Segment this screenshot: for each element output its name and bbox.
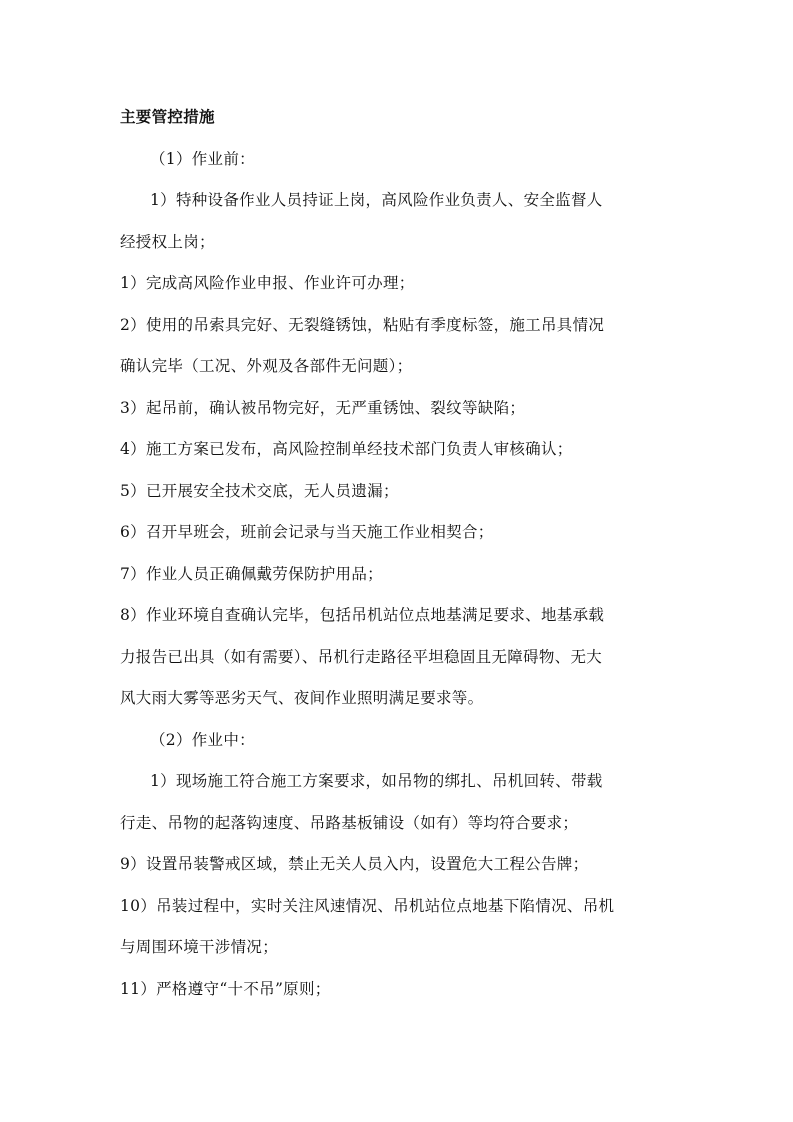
section-heading-during-work: （2）作业中： — [150, 731, 255, 749]
paragraph-line: 行走、吊物的起落钩速度、吊路基板铺设（如有）等均符合要求； — [120, 814, 579, 832]
paragraph-line: 8）作业环境自查确认完毕，包括吊机站位点地基满足要求、地基承载 — [120, 606, 605, 624]
section-heading-before-work: （1）作业前： — [150, 150, 255, 168]
paragraph-line: 6）召开早班会，班前会记录与当天施工作业相契合； — [120, 523, 494, 541]
document-title: 主要管控措施 — [120, 107, 215, 126]
paragraph-line: 11）严格遵守“十不吊”原则； — [120, 980, 331, 998]
paragraph-line: 1）特种设备作业人员持证上岗，高风险作业负责人、安全监督人 — [150, 191, 603, 209]
paragraph-line: 1）现场施工符合施工方案要求，如吊物的绑扎、吊机回转、带载 — [150, 772, 603, 790]
paragraph-line: 9）设置吊装警戒区域，禁止无关人员入内，设置危大工程公告牌； — [120, 855, 589, 873]
paragraph-line: 3）起吊前，确认被吊物完好，无严重锈蚀、裂纹等缺陷； — [120, 399, 526, 417]
paragraph-line: 力报告已出具（如有需要）、吊机行走路径平坦稳固且无障碍物、无大 — [120, 648, 603, 666]
paragraph-line: 2）使用的吊索具完好、无裂缝锈蚀，粘贴有季度标签，施工吊具情况 — [120, 316, 605, 334]
paragraph-line: 4）施工方案已发布，高风险控制单经技术部门负责人审核确认； — [120, 440, 573, 458]
paragraph-line: 确认完毕（工况、外观及各部件无问题）； — [120, 357, 413, 375]
paragraph-line: 10）吊装过程中，实时关注风速情况、吊机站位点地基下陷情况、吊机 — [120, 897, 615, 915]
paragraph-line: 风大雨大雾等恶劣天气、夜间作业照明满足要求等。 — [120, 689, 484, 707]
paragraph-line: 经授权上岗； — [120, 233, 215, 251]
paragraph-line: 与周围环境干涉情况； — [120, 938, 279, 956]
paragraph-line: 5）已开展安全技术交底，无人员遗漏； — [120, 482, 399, 500]
paragraph-line: 7）作业人员正确佩戴劳保防护用品； — [120, 565, 383, 583]
paragraph-line: 1）完成高风险作业申报、作业许可办理； — [120, 274, 415, 292]
